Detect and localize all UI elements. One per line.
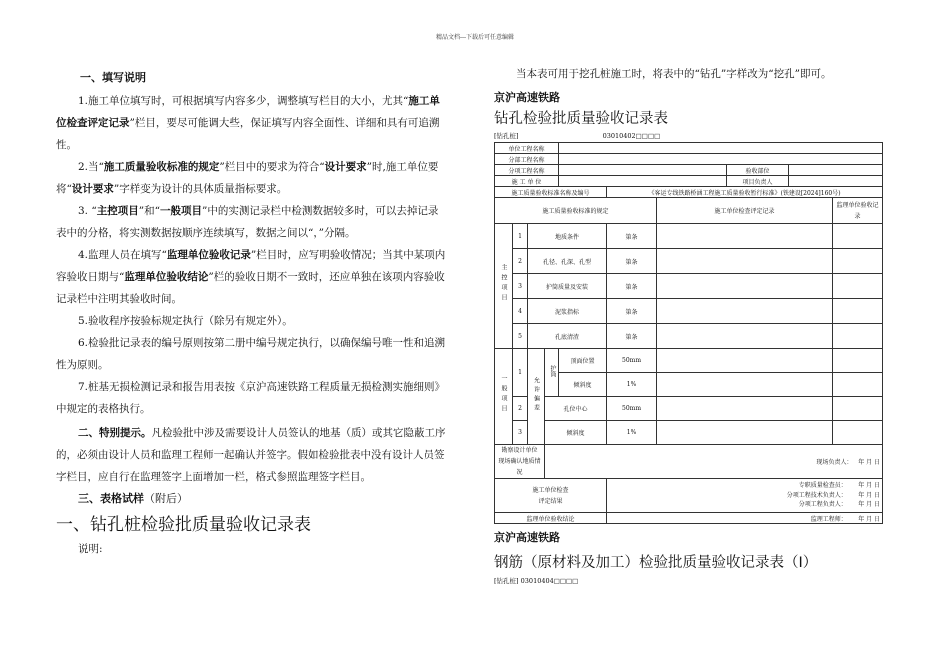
main-item-no: 3 [513, 274, 528, 299]
instruction-5: 5.验收程序按验标规定执行（除另有规定外）。 [78, 315, 293, 327]
dev-item-check[interactable] [657, 421, 833, 445]
dev-item-name: 孔位中心 [545, 397, 607, 421]
dev-item-supervise[interactable] [833, 397, 883, 421]
dev-item-value: 50mm [607, 349, 657, 373]
main-item-name: 地质条件 [528, 224, 607, 249]
dev-item-supervise[interactable] [833, 421, 883, 445]
railway-label: 京沪高速铁路 [494, 91, 560, 104]
instruction-1: 1.施工单位填写时，可根据填写内容多少，调整填写栏目的大小，尤其“施工单位检查评定记录”栏目，要尽可能调大些，保证填写内容全面性、详细和具有可追溯性。 [56, 95, 440, 151]
general-group: 一般项目 [495, 349, 513, 445]
construction-unit-value[interactable] [559, 176, 727, 187]
dev-item-supervise[interactable] [833, 349, 883, 373]
instruction-2: 2.当“施工质量验收标准的规定”栏目中的要求为符合“设计要求”时,施工单位要将“设计要求”字样变为设计的具体质量指标要求。 [56, 161, 439, 195]
dev-item-value: 50mm [607, 397, 657, 421]
construction-result-label: 施工单位检查 评定结果 [495, 479, 607, 513]
check-header: 施工单位检查评定记录 [657, 198, 833, 224]
dev-item-name: 倾斜度 [559, 373, 607, 397]
page-header: 精品文档---下载后可任意编辑 [435, 34, 515, 41]
instruction-4: 4.监理人员在填写“监理单位验收记录”栏目时，应写明验收情况；当其中某项内容验收日期与“监理单位验收结论”栏的验收日期不一致时，还应单独在该项内容验收记录栏中注明其验收时间。 [56, 249, 446, 305]
main-item-check[interactable] [657, 299, 833, 324]
sub-project-label: 分部工程名称 [495, 154, 559, 165]
inspection-form-table [494, 142, 883, 524]
main-item-name: 泥浆指标 [528, 299, 607, 324]
project-leader-label: 项目负责人 [727, 176, 789, 187]
general-item-no: 2 [513, 397, 528, 421]
survey-signoff[interactable]: 现场负责人： 年 月 日 [545, 445, 883, 479]
unit-project-value[interactable] [559, 143, 883, 154]
project-leader-value[interactable] [789, 176, 883, 187]
main-item-supervise[interactable] [833, 274, 883, 299]
construction-unit-label: 施 工 单 位 [495, 176, 559, 187]
section-form-samples-title: 三、表格试样（附后） [78, 492, 188, 505]
dev-item-name: 顶面位置 [559, 349, 607, 373]
dev-item-check[interactable] [657, 397, 833, 421]
form-title: 钻孔检验批质量验收记录表 [494, 111, 668, 127]
main-item-supervise[interactable] [833, 224, 883, 249]
standard-value: 《客运专线铁路桥涵工程施工质量验收暂行标准》(铁建设[2024]160号) [607, 187, 883, 198]
form-title-2: 钢筋（原材料及加工）检验批质量验收记录表（Ⅰ） [494, 555, 818, 571]
supervise-header: 监理单位验收记录 [833, 198, 883, 224]
casing-label: 护筒 [545, 349, 559, 397]
dev-item-value: 1% [607, 373, 657, 397]
usage-note: 当本表可用于挖孔桩施工时，将表中的“钻孔”字样改为“挖孔”即可。 [516, 68, 832, 80]
main-item-check[interactable] [657, 274, 833, 299]
spec-header: 施工质量验收标准的规定 [495, 198, 657, 224]
special-notice: 二、特别提示。凡检验批中涉及需要设计人员签认的地基（质）或其它隐蔽工序的，必须由设计人员和监理工程师一起确认并签字。假如检验批表中没有设计人员签字栏目，应自行在监理签字上面增加一栏，格式参照监理签字栏目。 [56, 427, 446, 483]
form-tag-2: [钻孔桩] [494, 577, 519, 585]
right-column [494, 64, 886, 586]
main-item-no: 4 [513, 299, 528, 324]
main-item-check[interactable] [657, 324, 833, 349]
left-column [56, 66, 448, 560]
main-item-supervise[interactable] [833, 299, 883, 324]
item-project-value[interactable] [559, 165, 727, 176]
general-item-no: 1 [513, 349, 528, 397]
main-item-no: 5 [513, 324, 528, 349]
main-item-no: 2 [513, 249, 528, 274]
main-item-check[interactable] [657, 249, 833, 274]
form-code: 03010402□□□□ [602, 132, 661, 140]
main-item-name: 孔径、孔深、孔型 [528, 249, 607, 274]
construction-signoff[interactable]: 专职质量检查员： 年 月 日 分项工程技术负责人： 年 月 日 分项工程负责人： 年 月 日 [607, 479, 883, 513]
main-item-no: 1 [513, 224, 528, 249]
item-project-label: 分项工程名称 [495, 165, 559, 176]
main-item-clause: 第条 [607, 224, 657, 249]
main-item-clause: 第条 [607, 249, 657, 274]
unit-project-label: 单位工程名称 [495, 143, 559, 154]
main-item-name: 护筒质量及安装 [528, 274, 607, 299]
dev-item-check[interactable] [657, 349, 833, 373]
instruction-6: 6.检验批记录表的编号原则按第二册中编号规定执行，以确保编号唯一性和追溯性为原则。 [56, 337, 446, 371]
instruction-7: 7.桩基无损检测记录和报告用表按《京沪高速铁路工程质量无损检测实施细则》中规定的表格执行。 [56, 381, 446, 415]
dev-item-name: 倾斜度 [545, 421, 607, 445]
allow-deviation-label: 允许偏差 [528, 349, 545, 445]
main-item-supervise[interactable] [833, 249, 883, 274]
main-item-clause: 第条 [607, 324, 657, 349]
survey-unit-label: 勘察设计单位 现场确认地质情况 [495, 445, 545, 479]
accept-part-label: 验收部位 [727, 165, 789, 176]
railway-label-2: 京沪高速铁路 [494, 531, 560, 544]
bored-pile-form-title: 一、钻孔桩检验批质量验收记录表 [56, 515, 311, 535]
dev-item-supervise[interactable] [833, 373, 883, 397]
form-tag: [钻孔桩] [494, 132, 519, 140]
supervise-signoff[interactable]: 监理工程师： 年 月 日 [607, 513, 883, 524]
note-label: 说明: [78, 543, 103, 555]
section-fill-instructions-title: 一、填写说明 [80, 71, 146, 84]
main-control-group: 主控项目 [495, 224, 513, 349]
main-item-name: 孔底清渣 [528, 324, 607, 349]
standard-label: 施工质量验收标准名称及编号 [495, 187, 607, 198]
form-code-line-2 [494, 577, 886, 586]
main-item-clause: 第条 [607, 299, 657, 324]
instruction-3: 3. “主控项目”和“一般项目”中的实测记录栏中检测数据较多时，可以去掉记录表中的分格，将实测数据按顺序连续填写，数据之间以“，”分隔。 [56, 205, 439, 239]
supervise-conclusion-label: 监理单位验收结论 [495, 513, 607, 524]
main-item-clause: 第条 [607, 274, 657, 299]
accept-part-value[interactable] [789, 165, 883, 176]
dev-item-check[interactable] [657, 373, 833, 397]
sub-project-value[interactable] [559, 154, 883, 165]
main-item-check[interactable] [657, 224, 833, 249]
general-item-no: 3 [513, 421, 528, 445]
main-item-supervise[interactable] [833, 324, 883, 349]
form-code-line [494, 132, 886, 141]
dev-item-value: 1% [607, 421, 657, 445]
form-code-2: 03010404□□□□ [520, 577, 579, 585]
